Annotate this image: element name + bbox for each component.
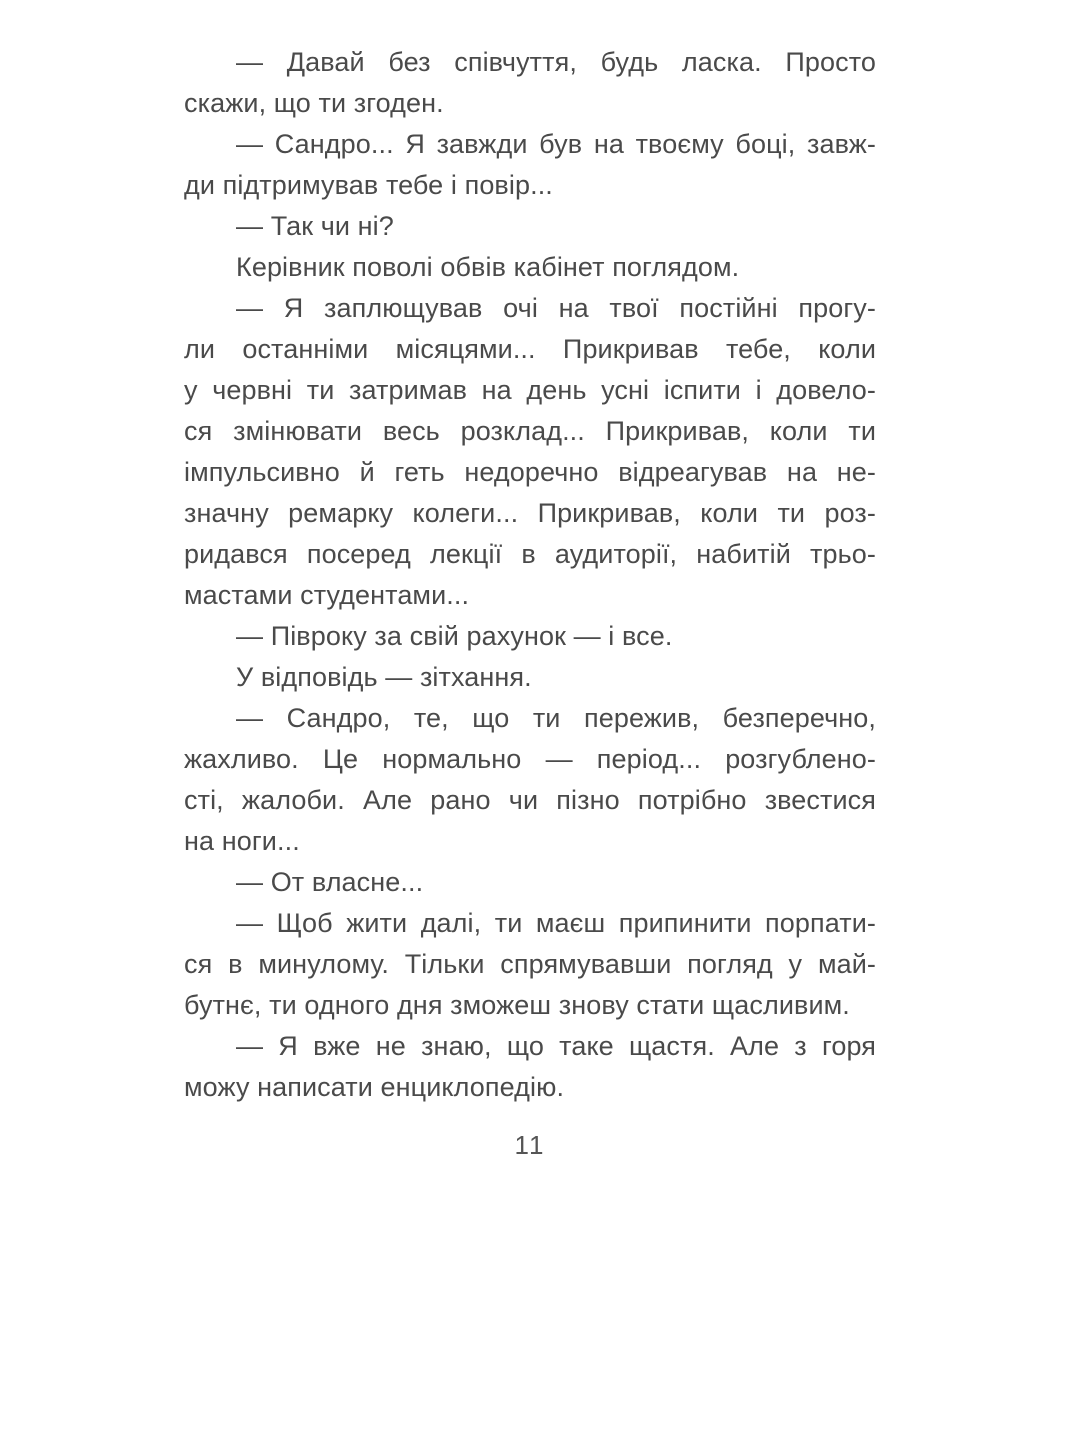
text-line: бутнє, ти одного дня зможеш знову стати щасливим. [184, 990, 850, 1020]
paragraph [184, 698, 876, 862]
text-line: — Давай без співчуття, будь ласка. Просто [236, 47, 876, 77]
text-line: мастами студентами... [184, 580, 470, 610]
text-line: — Щоб жити далі, ти маєш припинити порпати- [236, 908, 876, 938]
text-line: ся змінювати весь розклад... Прикривав, коли ти [184, 416, 876, 446]
text-line: Керівник поволі обвів кабінет поглядом. [236, 252, 740, 282]
text-line: ридався посеред лекції в аудиторії, набитій трьо- [184, 539, 876, 569]
text-line: — Сандро, те, що ти пережив, безперечно, [236, 703, 876, 733]
paragraph [184, 42, 876, 124]
paragraph [184, 616, 876, 657]
text-line: У відповідь — зітхання. [236, 662, 532, 692]
text-line: ли останніми місяцями... Прикривав тебе, коли [184, 334, 876, 364]
paragraph [184, 862, 876, 903]
text-line: — Сандро... Я завжди був на твоєму боці, завж- [236, 129, 876, 159]
page-text-block [184, 42, 876, 1108]
text-line: значну ремарку колеги... Прикривав, коли ти роз- [184, 498, 876, 528]
text-line: — Я заплющував очі на твої постійні прогу- [236, 293, 876, 323]
text-line: — Я вже не знаю, що таке щастя. Але з горя [236, 1031, 876, 1061]
text-line: у червні ти затримав на день усні іспити і довело- [184, 375, 876, 405]
text-line: імпульсивно й геть недоречно відреагував на не- [184, 457, 876, 487]
paragraph [184, 206, 876, 247]
text-line: можу написати енциклопедію. [184, 1072, 565, 1102]
text-line: на ноги... [184, 826, 300, 856]
text-line: — Так чи ні? [236, 211, 394, 241]
paragraph [184, 247, 876, 288]
paragraph [184, 1026, 876, 1108]
paragraph [184, 288, 876, 616]
paragraph [184, 903, 876, 1026]
text-line: — От власне... [236, 867, 424, 897]
text-line: — Півроку за свій рахунок — і все. [236, 621, 673, 651]
text-line: ся в минулому. Тільки спрямувавши погляд у май- [184, 949, 876, 979]
page-number: 11 [514, 1130, 546, 1160]
text-line: скажи, що ти згоден. [184, 88, 444, 118]
text-line: жахливо. Це нормально — період... розгублено- [184, 744, 876, 774]
text-line: ди підтримував тебе і повір... [184, 170, 553, 200]
paragraph [184, 657, 876, 698]
paragraph [184, 124, 876, 206]
text-line: сті, жалоби. Але рано чи пізно потрібно звестися [184, 785, 876, 815]
